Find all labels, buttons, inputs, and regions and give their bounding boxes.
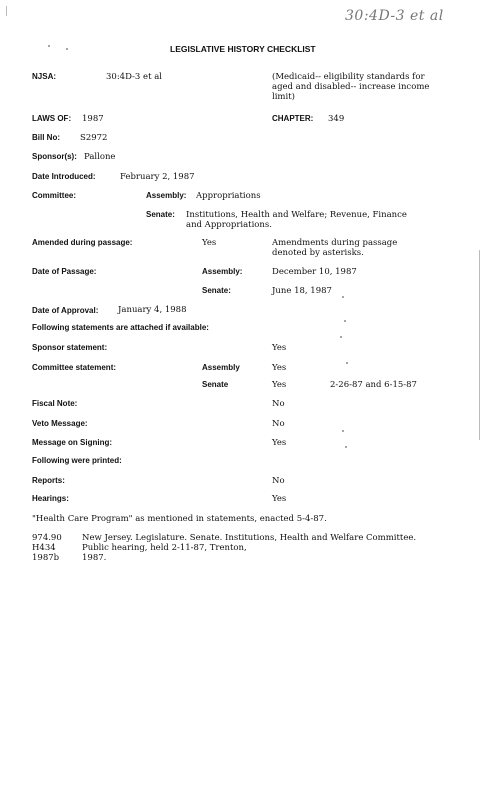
njsa-value: 30:4D-3 et al	[106, 72, 162, 82]
sponsor-statement-value: Yes	[272, 343, 287, 353]
njsa-description: (Medicaid-- eligibility standards for aged and disabled-- increase income limit)	[272, 72, 430, 103]
handwritten-note: 30:4D-3 et al	[345, 8, 444, 24]
signing-message-value: Yes	[272, 438, 287, 448]
amended-label: Amended during passage:	[32, 238, 133, 247]
bill-no-value: S2972	[80, 133, 108, 143]
call-number-2: H434	[32, 543, 56, 553]
date-of-approval-value: January 4, 1988	[118, 305, 187, 315]
committee-statement-assembly-value: Yes	[272, 363, 287, 373]
enactment-note: "Health Care Program" as mentioned in statements, enacted 5-4-87.	[32, 514, 327, 524]
date-of-passage-label: Date of Passage:	[32, 267, 97, 276]
hearings-label: Hearings:	[32, 494, 69, 503]
assembly-committee-label: Assembly:	[146, 191, 187, 200]
scan-speck	[345, 446, 347, 448]
laws-of-label: LAWS OF:	[32, 114, 72, 123]
laws-of-value: 1987	[82, 114, 104, 124]
passage-assembly-value: December 10, 1987	[272, 267, 357, 277]
passage-senate-label: Senate:	[202, 286, 231, 295]
committee-statement-senate-label: Senate	[202, 380, 229, 389]
printed-heading: Following were printed:	[32, 456, 122, 465]
citation-line-2: Public hearing, held 2-11-87, Trenton,	[82, 543, 247, 553]
veto-message-value: No	[272, 419, 285, 429]
amended-note: Amendments during passage denoted by asterisks.	[272, 238, 398, 259]
fiscal-note-label: Fiscal Note:	[32, 399, 78, 408]
scan-speck	[66, 48, 68, 50]
veto-message-label: Veto Message:	[32, 419, 88, 428]
committee-statement-senate-dates: 2-26-87 and 6-15-87	[330, 380, 417, 390]
date-introduced-value: February 2, 1987	[120, 172, 195, 182]
left-margin-mark	[6, 6, 7, 16]
scan-speck	[344, 320, 346, 322]
passage-senate-value: June 18, 1987	[272, 286, 332, 296]
reports-label: Reports:	[32, 476, 65, 485]
signing-message-label: Message on Signing:	[32, 438, 113, 447]
date-of-approval-label: Date of Approval:	[32, 306, 99, 315]
committee-statement-senate-value: Yes	[272, 380, 287, 390]
scan-speck	[346, 362, 348, 364]
chapter-value: 349	[328, 114, 345, 124]
citation-line-3: 1987.	[82, 553, 107, 563]
scan-speck	[342, 430, 344, 432]
sponsor-statement-label: Sponsor statement:	[32, 343, 108, 352]
chapter-label: CHAPTER:	[272, 114, 314, 123]
scan-speck	[48, 45, 50, 47]
scan-speck	[340, 336, 342, 338]
hearings-value: Yes	[272, 494, 287, 504]
bill-no-label: Bill No:	[32, 133, 60, 142]
assembly-committee-value: Appropriations	[196, 191, 261, 201]
call-number-1: 974.90	[32, 533, 62, 543]
call-number-3: 1987b	[32, 553, 60, 563]
njsa-label: NJSA:	[32, 72, 57, 81]
senate-committee-value: Institutions, Health and Welfare; Revenue, Finance and Appropriations.	[186, 210, 407, 231]
right-margin-line	[479, 250, 480, 440]
senate-committee-label: Senate:	[146, 210, 175, 219]
committee-statement-label: Committee statement:	[32, 363, 117, 372]
fiscal-note-value: No	[272, 399, 285, 409]
sponsor-label: Sponsor(s):	[32, 152, 77, 161]
scan-speck	[342, 296, 344, 298]
attached-heading: Following statements are attached if available:	[32, 323, 209, 332]
amended-value: Yes	[202, 238, 217, 248]
date-introduced-label: Date Introduced:	[32, 172, 96, 181]
reports-value: No	[272, 476, 285, 486]
committee-label: Committee:	[32, 191, 77, 200]
passage-assembly-label: Assembly:	[202, 267, 243, 276]
citation-line-1: New Jersey. Legislature. Senate. Institutions, Health and Welfare Committee.	[82, 533, 417, 543]
committee-statement-assembly-label: Assembly	[202, 363, 240, 372]
sponsor-value: Pallone	[84, 152, 116, 162]
page-title: LEGISLATIVE HISTORY CHECKLIST	[170, 44, 316, 54]
